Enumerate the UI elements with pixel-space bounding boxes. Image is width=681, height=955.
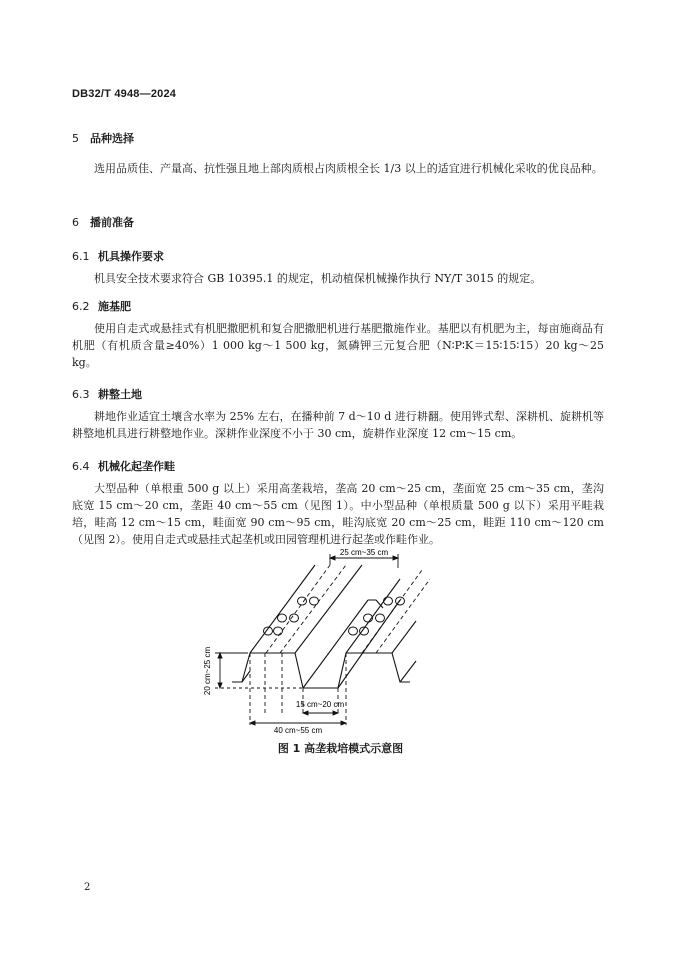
section-6-4-heading <box>72 458 175 474</box>
section-number: 6.4 <box>72 460 90 473</box>
section-6-2-heading <box>72 298 131 314</box>
section-6-1-paragraph: 机具安全技术要求符合 GB 10395.1 的规定，机动植保机械操作执行 NY/T 3015 的规定。 <box>94 272 542 285</box>
section-6-1-heading <box>72 248 164 264</box>
ridge-cultivation-diagram <box>190 545 430 735</box>
ridge-height-label: 20 cm~25 cm <box>203 646 212 696</box>
page-number: 2 <box>84 882 91 893</box>
section-number: 6.1 <box>72 250 90 263</box>
section-6-2-paragraph: 使用自走式或悬挂式有机肥撒肥机和复合肥撒肥机进行基肥撒施作业。基肥以有机肥为主，每亩施商品有机肥（有机质含量≥40%）1 000 kg～1 500 kg，氮磷钾三元复合肥（N∶P∶K＝15∶15∶15）20 kg～25 kg。 <box>72 322 604 369</box>
section-title: 播前准备 <box>90 216 134 229</box>
figure-caption: 图 1 高垄栽培模式示意图 <box>277 742 404 755</box>
section-5-paragraph: 选用品质佳、产量高、抗性强且地上部肉质根占肉质根全长 1/3 以上的适宜进行机械化采收的优良品种。 <box>94 162 603 175</box>
section-number: 6.2 <box>72 300 90 313</box>
section-title: 施基肥 <box>98 300 131 313</box>
section-number: 6 <box>72 216 79 229</box>
section-6-heading <box>72 214 134 230</box>
ridge-spacing-label: 40 cm~55 cm <box>273 726 323 735</box>
section-title: 机具操作要求 <box>98 250 164 263</box>
section-6-4-paragraph: 大型品种（单根重 500 g 以上）采用高垄栽培，垄高 20 cm～25 cm，垄面宽 25 cm～35 cm，垄沟底宽 15 cm～20 cm，垄距 40 cm～55 cm（见图 1）。中小型品种（单根质量 500 g 以下）采用平畦栽培，畦高 12 cm～15 cm，畦面宽 90 cm～95 cm，畦沟底宽 20 cm～25 cm，畦距 110 cm～120 cm（见图 2）。使用自走式或悬挂式起垄机或田园管理机进行起垄或作畦作业。 <box>72 482 604 546</box>
section-title: 品种选择 <box>90 132 134 145</box>
document-code: DB32/T 4948—2024 <box>72 88 177 100</box>
section-title: 机械化起垄作畦 <box>98 460 175 473</box>
section-6-3-paragraph: 耕地作业适宜土壤含水率为 25% 左右，在播种前 7 d～10 d 进行耕翻。使用铧式犁、深耕机、旋耕机等耕整地机具进行耕整地作业。深耕作业深度不小于 30 cm，旋耕作业深度 12 cm～15 cm。 <box>72 410 604 440</box>
section-number: 6.3 <box>72 388 90 401</box>
section-6-3-heading <box>72 386 142 402</box>
section-number: 5 <box>72 132 79 145</box>
section-5-heading <box>72 130 134 146</box>
furrow-bottom-width-label: 15 cm~20 cm <box>295 700 345 709</box>
section-title: 耕整土地 <box>98 388 142 401</box>
ridge-top-width-label: 25 cm~35 cm <box>339 548 389 557</box>
